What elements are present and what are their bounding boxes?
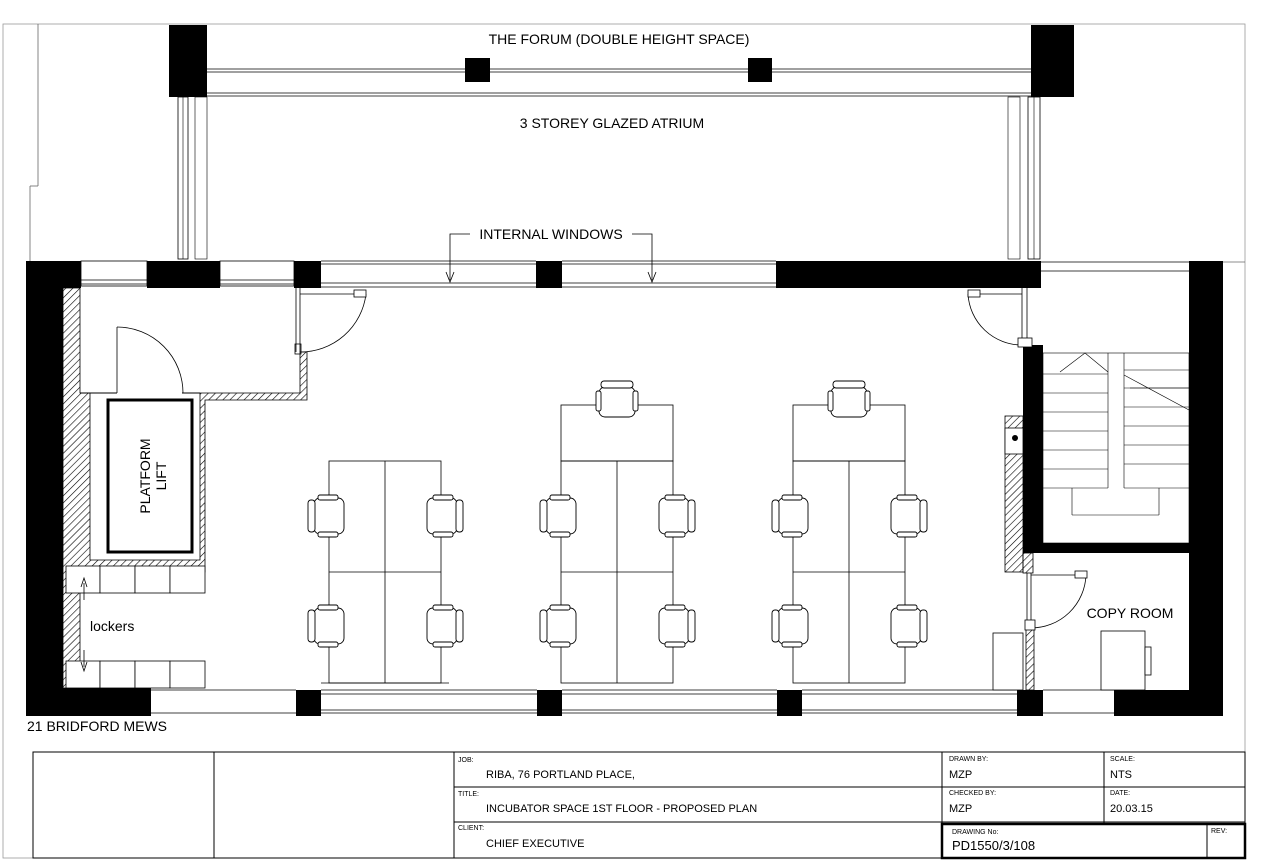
lift-label-line1: PLATFORM bbox=[137, 438, 153, 514]
drawing-no-caption: DRAWING No: bbox=[952, 829, 999, 836]
office-chair bbox=[659, 605, 695, 647]
checked-by-value: MZP bbox=[949, 803, 973, 815]
client-value: CHIEF EXECUTIVE bbox=[486, 838, 585, 850]
rev-caption: REV: bbox=[1211, 828, 1228, 835]
drawing-no-value: PD1550/3/108 bbox=[952, 838, 1036, 853]
copy-room-door bbox=[1023, 553, 1087, 690]
scale-value: NTS bbox=[1110, 769, 1132, 781]
address-label: 21 BRIDFORD MEWS bbox=[27, 718, 168, 734]
date-value: 20.03.15 bbox=[1110, 803, 1153, 815]
office-chair bbox=[659, 495, 695, 537]
copy-room-label: COPY ROOM bbox=[1086, 605, 1174, 621]
office-chair bbox=[828, 381, 870, 417]
office-chair bbox=[427, 605, 463, 647]
scale-caption: SCALE: bbox=[1110, 756, 1135, 763]
lift-door-swing bbox=[117, 327, 183, 393]
office-chair bbox=[308, 495, 344, 537]
forum-label: THE FORUM (DOUBLE HEIGHT SPACE) bbox=[488, 31, 750, 47]
desk-cluster-3 bbox=[793, 405, 905, 683]
checked-by-caption: CHECKED BY: bbox=[949, 790, 997, 797]
internal-windows-label: INTERNAL WINDOWS bbox=[479, 226, 623, 242]
title-caption: TITLE: bbox=[458, 791, 480, 798]
office-chair bbox=[308, 605, 344, 647]
client-caption: CLIENT: bbox=[458, 825, 485, 832]
office-chair bbox=[596, 381, 638, 417]
lockers bbox=[66, 566, 205, 688]
job-caption: JOB: bbox=[458, 757, 474, 764]
lobby-door bbox=[295, 288, 366, 354]
drawn-by-caption: DRAWN BY: bbox=[949, 756, 989, 763]
office-chair bbox=[772, 605, 808, 647]
atrium-label: 3 STOREY GLAZED ATRIUM bbox=[519, 115, 705, 131]
riser-duct bbox=[1005, 416, 1023, 572]
desk-cluster-2 bbox=[561, 405, 673, 683]
office-chair bbox=[891, 495, 927, 537]
office-chair bbox=[540, 495, 576, 537]
office-chair bbox=[427, 495, 463, 537]
copy-room-equipment bbox=[993, 631, 1151, 690]
office-chair bbox=[772, 495, 808, 537]
job-value: RIBA, 76 PORTLAND PLACE, bbox=[486, 769, 635, 781]
lockers-label: lockers bbox=[90, 618, 135, 634]
core-door bbox=[968, 288, 1032, 347]
staircase bbox=[1043, 353, 1189, 543]
atrium-structure bbox=[169, 25, 1074, 259]
office-chair bbox=[540, 605, 576, 647]
chairs bbox=[308, 381, 927, 647]
office-chair bbox=[891, 605, 927, 647]
drawn-by-value: MZP bbox=[949, 769, 973, 781]
title-value: INCUBATOR SPACE 1ST FLOOR - PROPOSED PLAN bbox=[486, 803, 758, 815]
lift-label-line2: LIFT bbox=[153, 461, 169, 491]
date-caption: DATE: bbox=[1110, 790, 1131, 797]
desk-cluster-1 bbox=[321, 461, 449, 683]
